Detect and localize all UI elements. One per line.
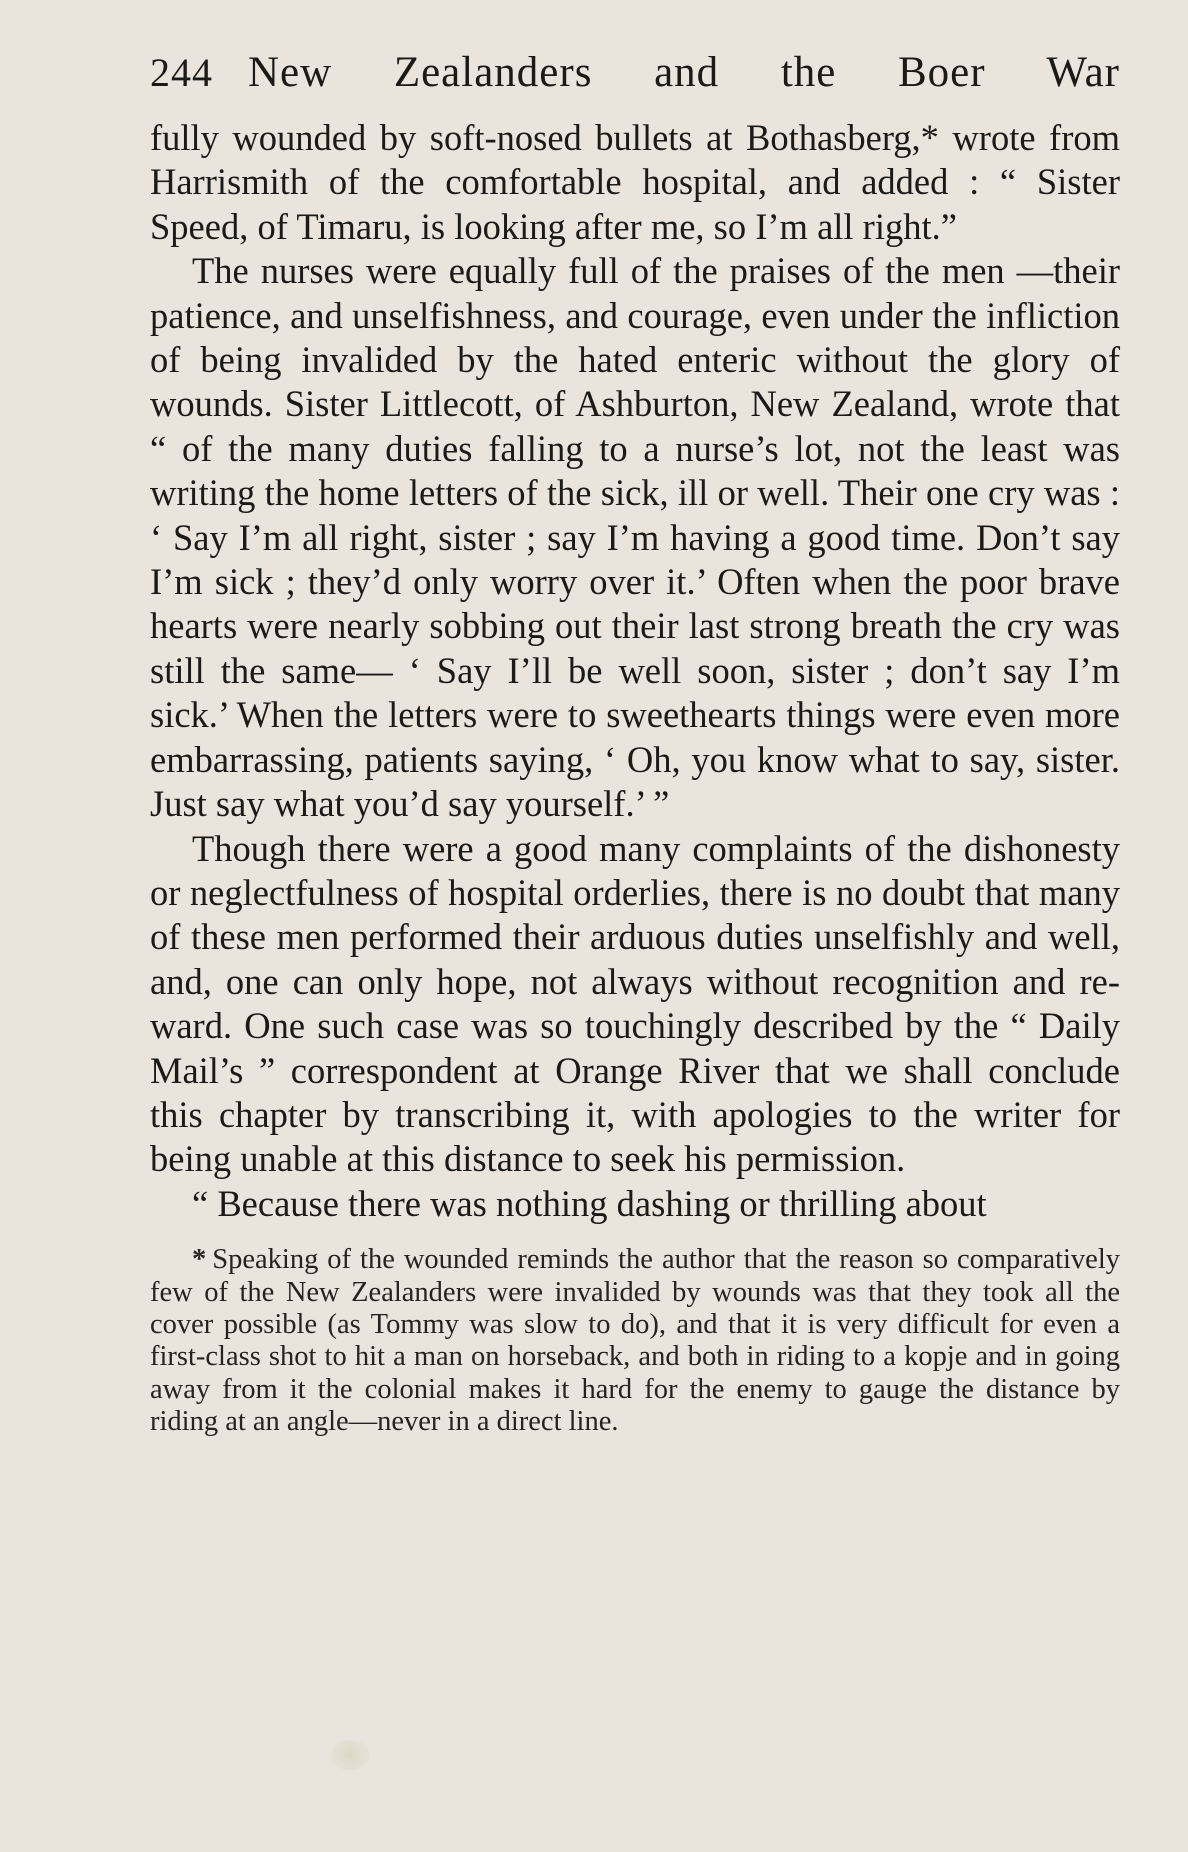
footnote — [150, 1244, 1120, 1438]
footnote-text: Speaking of the wounded reminds the author that the reason so comparatively few of the New Zealanders were invalided by wounds was that they took all the cover possible (as Tommy was slow to do), and that it is very difficult for even a first-class shot to hit a man on horseback, and both in riding to a kopje and in going away from it the colonial makes it hard for the enemy to gauge the distance by riding at an angle—never in a direct line. — [150, 1244, 1120, 1438]
paragraph-quote-start: “ Because there was nothing dashing or thrilling about — [192, 1182, 987, 1224]
running-title: New Zealanders and the Boer War — [248, 49, 1120, 96]
paragraph-continuation: fully wounded by soft-nosed bullets at Bothasberg,* wrote from Harrismith of the comfortable hospital, and added : “ Sister Speed, of Timaru, is looking after me, so I’m all right.” — [150, 117, 1120, 247]
paragraph-nurses: The nurses were equally full of the praises of the men —their patience, and unselfishness, and courage, even under the infliction of being invalided by the hated enteric without the glory of wounds. Sister Littlecott, of Ashburton, New Zealand, wrote that “ of the many duties falling to a nurse’s lot, not the least was writing the home letters of the sick, ill or well. Their one cry was : ‘ Say I’m all right, sister ; say I’m having a good time. Don’t say I’m sick ; they’d only worry over it.’ Often when the poor brave hearts were nearly sobbing out their last strong breath the cry was still the same— ‘ Say I’ll be well soon, sister ; don’t say I’m sick.’ When the letters were to sweethearts things were even more embarrassing, patients saying, ‘ Oh, you know what to say, sister. Just say what you’d say yourself.’ ” — [150, 250, 1120, 825]
book-page — [150, 48, 1120, 1439]
paper-stain — [330, 1740, 370, 1770]
body-text — [150, 116, 1120, 1226]
page-header — [150, 48, 1120, 110]
footnote-marker: * — [192, 1244, 207, 1276]
page-number: 244 — [150, 50, 213, 95]
paragraph-orderlies: Though there were a good many complaints of the dishonesty or neglectfulness of hospital orderlies, there is no doubt that many of these men performed their arduous duties unselfishly and well, and, one can only hope, not always without recognition and re- ward. One such case was so touchingly described by the “ Daily Mail’s ” correspondent at Orange River that we shall conclude this chapter by transcribing it, with apologies to the writer for being unable at this distance to seek his permission. — [150, 827, 1120, 1180]
